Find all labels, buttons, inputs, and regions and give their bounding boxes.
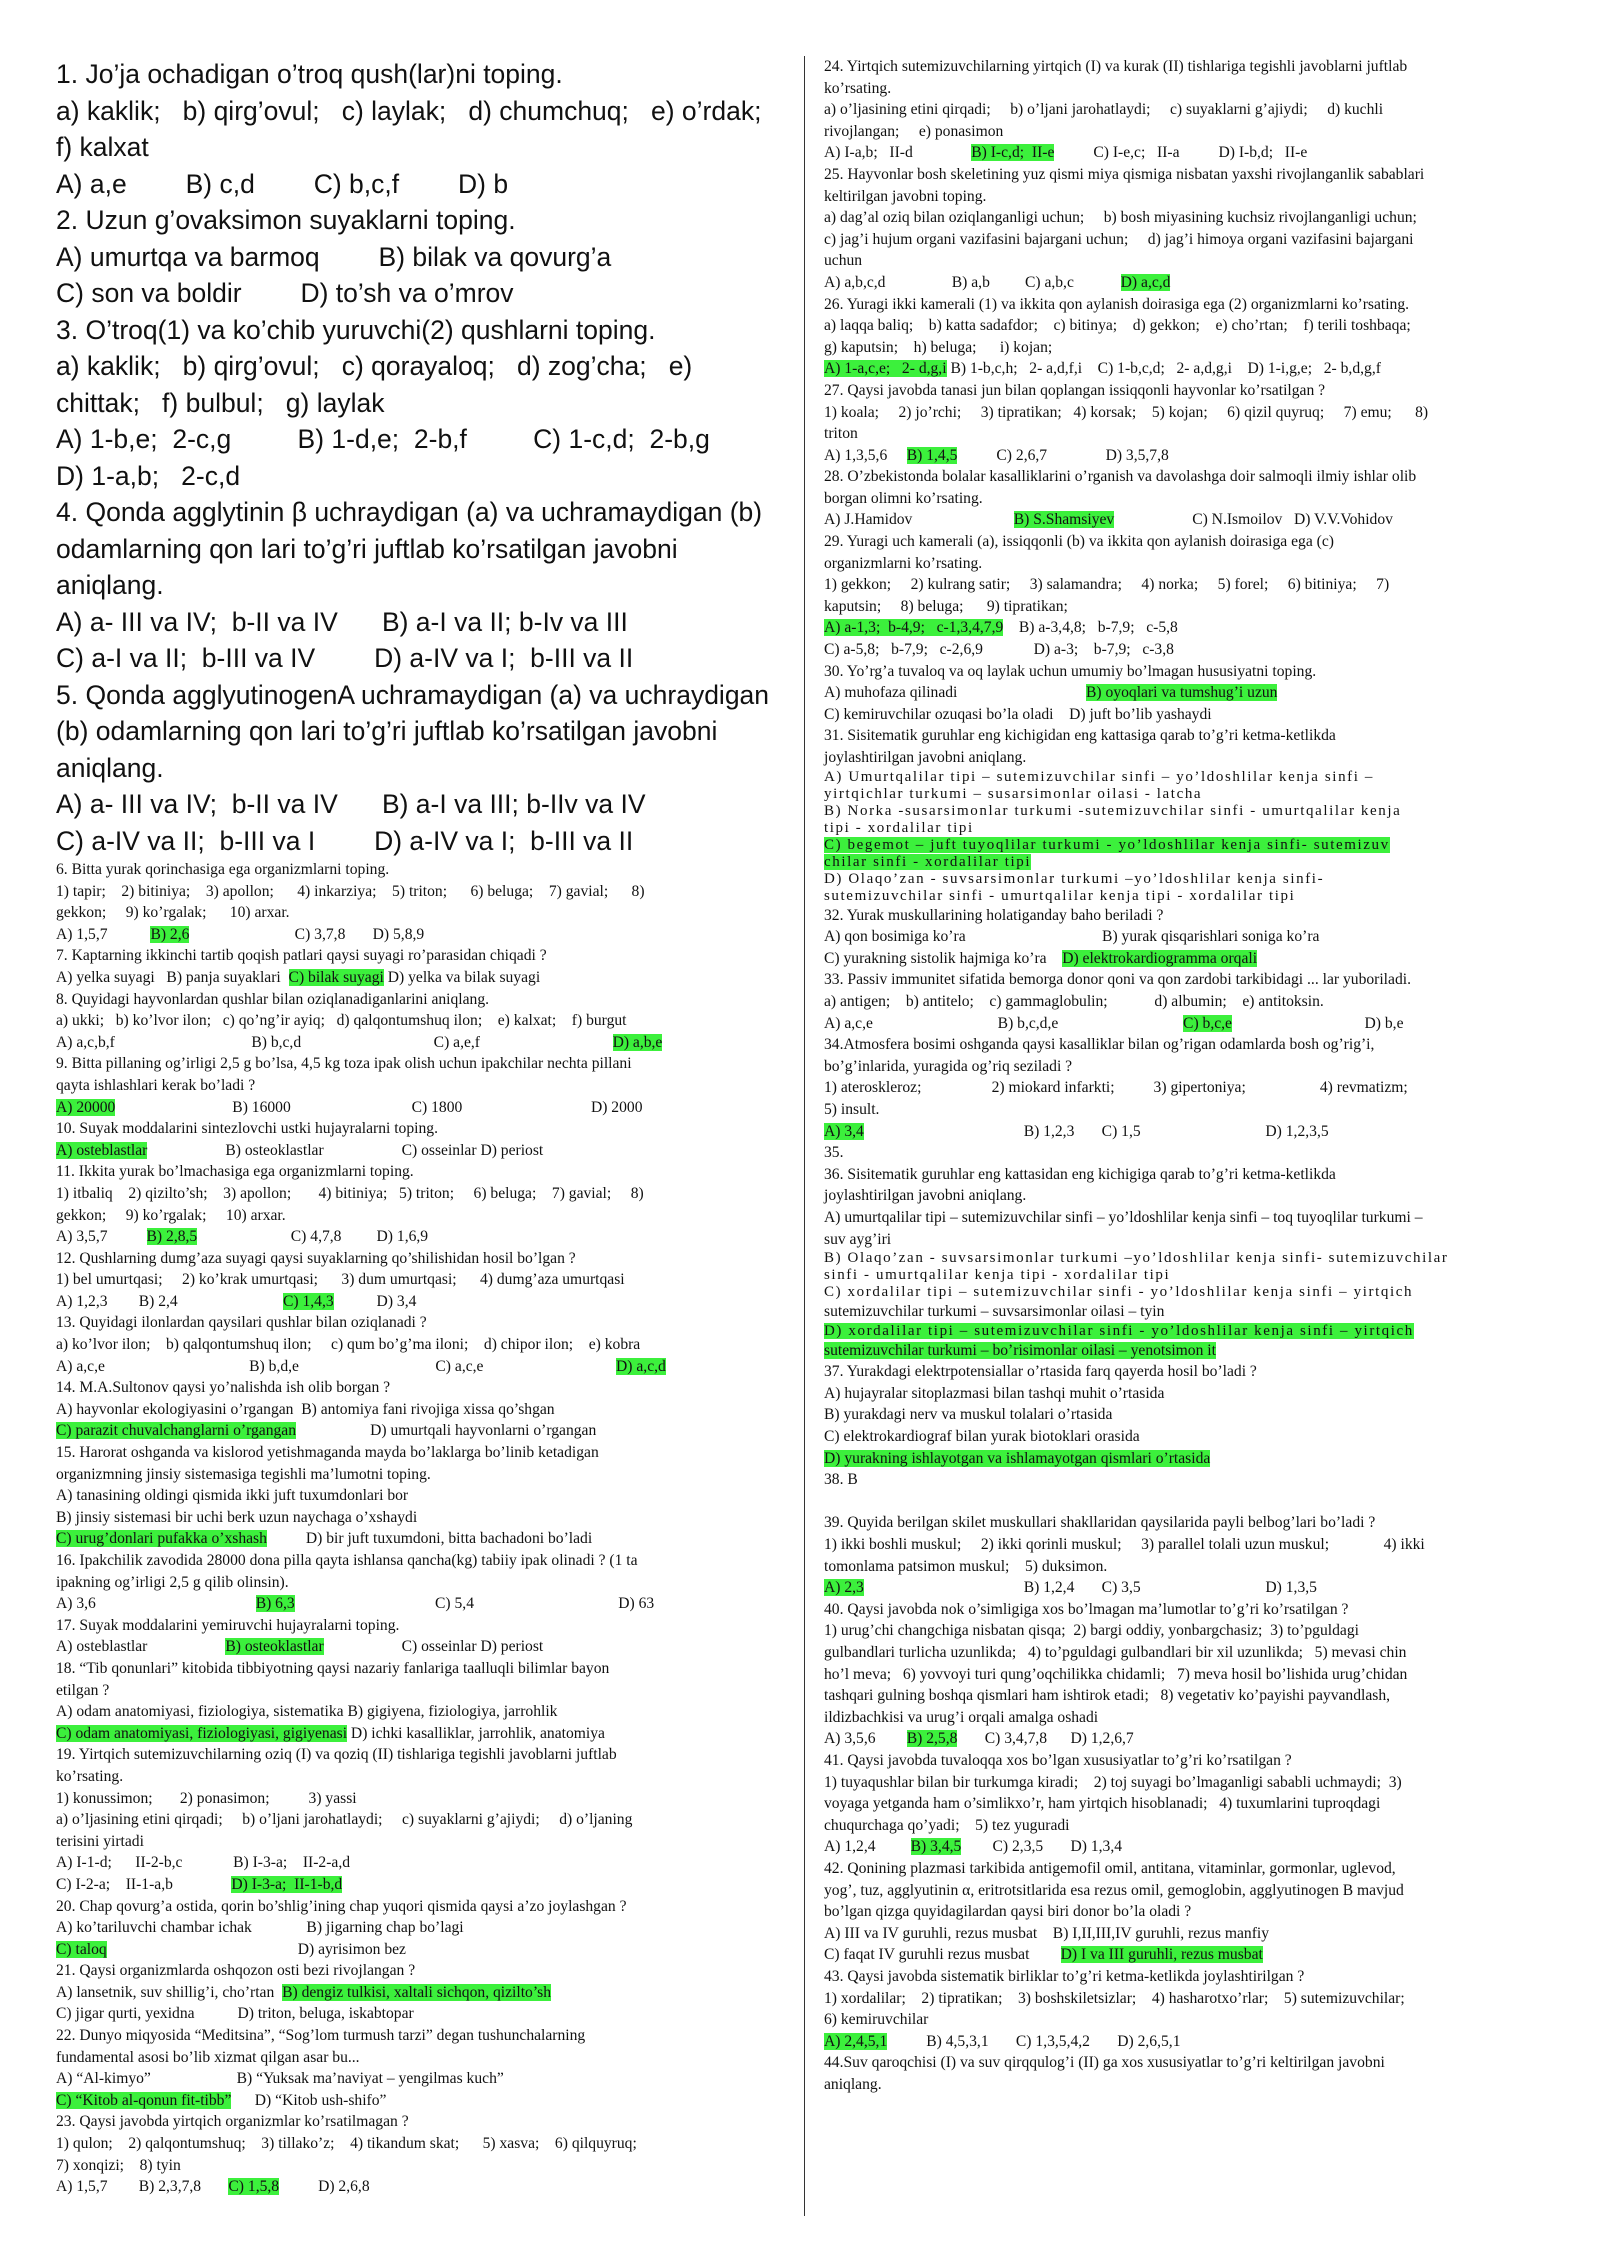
text-line: 23. Qaysi javobda yirtqich organizmlar ko’rsatilmagan ?: [56, 2113, 409, 2131]
text-line: [824, 272, 1554, 294]
text-line: kaputsin; 8) beluga; 9) tipratikan;: [824, 597, 1068, 615]
text-line: 37. Yurakdagi elektrpotensiallar o’rtasida farq qayerda hosil bo’ladi ?: [824, 1363, 1257, 1381]
text-line: borgan olimni ko’rsating.: [824, 489, 983, 507]
text-line: A) Umurtqalilar tipi – sutemizuvchilar sinfi – yo’ldoshlilar kenja sinfi –: [824, 768, 1374, 785]
text-line: 27. Qaysi javobda tanasi jun bilan qoplangan issiqqonli hayvonlar ko’rsatilgan ?: [824, 381, 1326, 399]
text-line: odamlarning qon lari to’g’ri juftlab ko’rsatilgan javobni: [56, 533, 678, 564]
text-line: tipi - xordalilar tipi: [824, 819, 974, 836]
highlighted-answer: C) parazit chuvalchanglarni o’rgangan: [56, 1422, 297, 1440]
text-line: a) o’ljasining etini qirqadi; b) o’ljani jarohatlaydi; c) suyaklarni g’ajiydi; d) o’ljaning: [56, 1811, 633, 1829]
text-segment: C) 2,3,5 D) 1,3,4: [961, 1838, 1123, 1856]
text-line: 3. O’troq(1) va ko’chib yuruvchi(2) qushlarni toping.: [56, 314, 656, 345]
text-line: [56, 1528, 786, 1550]
text-line: 6) kemiruvchilar: [824, 2011, 929, 2029]
highlighted-answer: A) 20000: [56, 1098, 116, 1116]
text-line: 10. Suyak moddalarini sintezlovchi ustki hujayralarni toping.: [56, 1120, 438, 1138]
text-line: joylashtirilgan javobni aniqlang.: [824, 749, 1027, 766]
text-line: C) xordalilar tipi – sutemizuvchilar sinfi - yo’ldoshlilar kenja sinfi – yirtqich: [824, 1284, 1414, 1301]
text-line: 1) xordalilar; 2) tipratikan; 3) boshskiletsizlar; 4) hasharotxo’rlar; 5) sutemizuvchilar;: [824, 1989, 1405, 2007]
text-line: [824, 617, 1554, 639]
text-line: A) ko’tariluvchi chambar ichak B) jigarning chap bo’lagi: [56, 1919, 464, 1937]
text-line: B) yurakdagi nerv va muskul tolalari o’rtasida: [824, 1406, 1113, 1424]
highlighted-answer: D) I-3-a; II-1-b,d: [231, 1875, 343, 1893]
text-segment: C) 4,7,8 D) 1,6,9: [197, 1228, 429, 1246]
text-line: 1) qulon; 2) qalqontumshuq; 3) tillako’z; 4) tikandum skat; 5) xasva; 6) qilquyruq;: [56, 2135, 637, 2153]
text-line: chittak; f) bulbul; g) laylak: [56, 387, 385, 418]
text-segment: A) 3,5,6: [824, 1730, 907, 1748]
text-line: A) umurtqa va barmoq B) bilak va qovurg’a: [56, 241, 612, 272]
highlighted-answer: A) 3,4: [824, 1122, 864, 1140]
text-line: A) a,e B) c,d C) b,c,f D) b: [56, 168, 509, 199]
text-line: [824, 837, 1554, 854]
text-line: 22. Dunyo miqyosida “Meditsina”, “Sog’lom turmush tarzi” degan tushunchalarning: [56, 2027, 586, 2045]
text-line: [824, 1577, 1554, 1599]
highlighted-answer: A) 1-a,c,e; 2- d,g,i: [824, 360, 947, 378]
text-line: [56, 967, 786, 989]
text-segment: A) muhofaza qilinadi: [824, 684, 1087, 702]
text-line: 32. Yurak muskullarining holatiganday baho beriladi ?: [824, 906, 1164, 924]
highlighted-answer: A) a-1,3; b-4,9; c-1,3,4,7,9: [824, 619, 1004, 637]
text-line: A) a- III va IV; b-II va IV B) a-I va II; b-Iv va III: [56, 606, 628, 637]
text-segment: A) a,b,c,d B) a,b C) a,b,c: [824, 273, 1121, 291]
text-line: tomonlama patsimon muskul; 5) duksimon.: [824, 1557, 1108, 1575]
text-segment: B) 1,2,3 C) 1,5 D) 1,2,3,5: [863, 1122, 1329, 1140]
text-line: B) Olaqo’zan - suvsarsimonlar turkumi –yo’ldoshlilar kenja sinfi- sutemizuvchilar: [824, 1250, 1449, 1267]
text-line: a) dag’al oziq bilan oziqlanganligi uchun; b) bosh miyasining kuchsiz rivojlanganligi uchun;: [824, 209, 1417, 227]
text-line: uchun: [824, 252, 863, 270]
text-line: f) kalxat: [56, 132, 149, 162]
text-line: 9. Bitta pillaning og’irligi 2,5 g bo’lsa, 4,5 kg toza ipak olish uchun ipakchilar nechta pillani: [56, 1055, 632, 1073]
text-line: 1) gekkon; 2) kulrang satir; 3) salamandra; 4) norka; 5) forel; 6) bitiniya; 7): [824, 576, 1390, 594]
highlighted-answer: A) 2,4,5,1: [824, 2032, 888, 2050]
text-line: C) elektrokardiograf bilan yurak biotoklari orasida: [824, 1428, 1140, 1446]
text-segment: D) ichki kasalliklar, jarrohlik, anatomiya: [347, 1724, 605, 1742]
text-segment: B) 4,5,3,1 C) 1,3,5,4,2 D) 2,6,5,1: [887, 2032, 1181, 2050]
text-line: [56, 1939, 786, 1961]
text-line: [824, 1491, 1554, 1513]
text-line: 25. Hayvonlar bosh skeletining yuz qismi miya qismiga nisbatan yaxshi rivojlanganlik sabablari: [824, 165, 1425, 183]
highlighted-answer: C) b,c,e: [1183, 1014, 1232, 1032]
text-segment: B) a-3,4,8; b-7,9; c-5,8: [1003, 619, 1178, 637]
text-line: [56, 2090, 786, 2112]
highlighted-answer: A) 2,3: [824, 1579, 864, 1597]
text-line: C) a-IV va II; b-III va I D) a-IV va I; b-III va II: [56, 825, 634, 856]
text-line: [824, 1121, 1554, 1143]
text-line: bo’lgan qizga quyidagilardan qaysi biri donor bo’la oladi ?: [824, 1903, 1192, 1921]
highlighted-answer: chilar sinfi - xordalilar tipi: [824, 853, 1032, 870]
highlighted-answer: sutemizuvchilar turkumi – bo’risimonlar oilasi – yenotsimon it: [824, 1341, 1216, 1359]
text-line: a) laqqa baliq; b) katta sadafdor; c) bitinya; d) gekkon; e) cho’rtan; f) terili toshbaqa;: [824, 317, 1411, 335]
text-line: C) a-I va II; b-III va IV D) a-IV va I; b-III va II: [56, 643, 634, 673]
text-segment: C) 3,4,7,8 D) 1,2,6,7: [957, 1730, 1134, 1748]
text-segment: C) 2,6,7 D) 3,5,7,8: [957, 446, 1169, 464]
text-line: A) I-1-d; II-2-b,c B) I-3-a; II-2-a,d: [56, 1854, 351, 1872]
text-line: 16. Ipakchilik zavodida 28000 dona pilla qayta ishlansa qancha(kg) tabiiy ipak olinadi ? (1 ta: [56, 1552, 638, 1569]
text-line: [56, 1982, 786, 2004]
text-line: a) antigen; b) antitelo; c) gammaglobulin; d) albumin; e) antitoksin.: [824, 992, 1324, 1010]
text-segment: D) 2,6,8: [279, 2178, 370, 2196]
text-line: a) kaklik; b) qirg’ovul; c) qorayaloq; d) zog’cha; e): [56, 351, 693, 381]
highlighted-answer: D) yurakning ishlayotgan va ishlamayotgan qismlari o’rtasida: [824, 1449, 1211, 1467]
text-line: gekkon; 9) ko’rgalak; 10) arxar.: [56, 1206, 286, 1224]
highlighted-answer: C) 1,5,8: [228, 2178, 280, 2196]
text-line: A) qon bosimiga ko’ra B) yurak qisqarishlari soniga ko’ra: [824, 928, 1320, 946]
text-line: 24. Yirtqich sutemizuvchilarning yirtqich (I) va kurak (II) tishlariga tegishli javoblarni juftlab: [824, 58, 1408, 75]
text-line: B) Norka -susarsimonlar turkumi -sutemizuvchilar sinfi - umurtqalilar kenja: [824, 802, 1402, 819]
text-line: [56, 1032, 786, 1054]
text-segment: A) a,c,b,f B) b,c,d C) a,e,f: [56, 1033, 613, 1051]
text-line: 31. Sisitematik guruhlar eng kichigidan eng kattasiga qarab to’g’ri ketma-ketlikda: [824, 727, 1336, 745]
text-line: a) kaklik; b) qirg’ovul; c) laylak; d) chumchuq; e) o’rdak;: [56, 95, 762, 126]
text-line: D) Olaqo’zan - suvsarsimonlar turkumi –yo’ldoshlilar kenja sinfi-: [824, 870, 1325, 887]
text-line: 1) tapir; 2) bitiniya; 3) apollon; 4) inkarziya; 5) triton; 6) beluga; 7) gavial; 8): [56, 882, 645, 900]
text-segment: C) I-e,c; II-a D) I-b,d; II-e: [1054, 144, 1308, 162]
text-line: 1) itbaliq 2) qizilto’sh; 3) apollon; 4) bitiniya; 5) triton; 6) beluga; 7) gavial; 8): [56, 1184, 644, 1202]
text-segment: D) b,e: [1231, 1014, 1404, 1032]
highlighted-answer: B) S.Shamsiyev: [1013, 511, 1115, 529]
highlighted-answer: C) taloq: [56, 1940, 107, 1958]
highlighted-answer: B) 6,3: [255, 1595, 295, 1613]
column-divider: [804, 56, 805, 2216]
text-line: 17. Suyak moddalarini yemiruvchi hujayralarni toping.: [56, 1616, 400, 1634]
text-line: [824, 1340, 1554, 1362]
text-segment: A) yelka suyagi B) panja suyaklari: [56, 968, 289, 986]
highlighted-answer: B) 3,4,5: [910, 1838, 962, 1856]
text-line: [56, 924, 786, 946]
text-line: aniqlang.: [56, 570, 164, 600]
text-line: 1) ikki boshli muskul; 2) ikki qorinli muskul; 3) parallel tolali uzun muskul; 4) ikki: [824, 1536, 1425, 1554]
text-line: 1. Jo’ja ochadigan o’troq qush(lar)ni toping.: [56, 59, 563, 89]
text-segment: C) faqat IV guruhli rezus musbat: [824, 1946, 1061, 1964]
text-segment: A) 1,3,5,6: [824, 446, 907, 464]
text-line: C) kemiruvchilar ozuqasi bo’la oladi D) juft bo’lib yashaydi: [824, 705, 1212, 723]
text-line: [56, 1356, 786, 1378]
text-line: A) hayvonlar ekologiyasini o’rgangan B) antomiya fani rivojiga xissa qo’shgan: [56, 1400, 555, 1418]
text-line: ko’rsating.: [56, 1767, 124, 1785]
text-line: [824, 1448, 1554, 1470]
text-segment: D) yelka va bilak suyagi: [383, 968, 541, 986]
text-line: 15. Harorat oshganda va kislorod yetishmaganda mayda bo’laklarga bo’linib ketadigan: [56, 1444, 599, 1462]
text-line: [56, 1140, 786, 1162]
text-line: [56, 1593, 786, 1615]
text-line: [824, 1836, 1554, 1858]
text-line: 34.Atmosfera bosimi oshganda qaysi kasalliklar bilan og’rigan odamlarda bosh og’rig’i,: [824, 1036, 1375, 1054]
text-line: [824, 1323, 1554, 1340]
text-line: a) ko’lvor ilon; b) qalqontumshuq ilon; c) qum bo’g’ma iloni; d) chipor ilon; e) kobra: [56, 1336, 641, 1354]
text-segment: B) 1-b,c,h; 2- a,d,f,i C) 1-b,c,d; 2- a,d,g,i D) 1-i,g,e; 2- b,d,g,f: [946, 360, 1381, 378]
text-segment: C) osseinlar D) periost: [323, 1638, 544, 1656]
text-line: 26. Yuragi ikki kamerali (1) va ikkita qon aylanish doirasiga ega (2) organizmlarni ko’rsating.: [824, 295, 1410, 313]
text-line: 1) konussimon; 2) ponasimon; 3) yassi: [56, 1789, 357, 1807]
highlighted-answer: C) begemot – juft tuyoqlilar turkumi - yo’ldoshlilar kenja sinfi- sutemizuv: [824, 836, 1390, 853]
highlighted-answer: B) 1,4,5: [906, 446, 958, 464]
text-line: [824, 854, 1554, 871]
text-segment: C) 3,7,8 D) 5,8,9: [189, 925, 425, 943]
highlighted-answer: B) 2,8,5: [146, 1228, 198, 1246]
text-line: fundamental asosi bo’lib xizmat qilgan asar bu...: [56, 2048, 360, 2066]
text-line: 8. Quyidagi hayvonlardan qushlar bilan oziqlanadiganlarini aniqlang.: [56, 990, 490, 1008]
text-segment: A) osteblastlar: [56, 1638, 226, 1656]
text-line: organizmning jinsiy sistemasiga tegishli ma’lumotni toping.: [56, 1465, 431, 1483]
text-line: aniqlang.: [824, 2075, 882, 2093]
text-segment: B) osteoklastlar C) osseinlar D) periost: [147, 1141, 544, 1159]
text-line: 6. Bitta yurak qorinchasiga ega organizmlarni toping.: [56, 861, 390, 878]
text-segment: A) a,c,e B) b,c,d,e: [824, 1014, 1184, 1032]
text-segment: A) I-a,b; II-d: [824, 144, 972, 162]
text-line: [824, 2031, 1554, 2053]
text-line: sinfi - umurtqalilar kenja tipi - xordalilar tipi: [824, 1267, 1171, 1284]
text-line: sutemizuvchilar sinfi - umurtqalilar kenja tipi - xordalilar tipi: [824, 887, 1296, 904]
highlighted-answer: B) dengiz tulkisi, xaltali sichqon, qizilto’sh: [282, 1983, 552, 2001]
text-line: rivojlangan; e) ponasimon: [824, 122, 1004, 140]
text-line: aniqlang.: [56, 752, 164, 783]
text-line: ipakning og’irligi 2,5 g qilib olinsin).: [56, 1573, 289, 1591]
text-line: [56, 1420, 786, 1442]
highlighted-answer: D) I va III guruhli, rezus musbat: [1060, 1946, 1263, 1964]
text-line: [824, 1944, 1554, 1966]
highlighted-answer: B) I-c,d; II-e: [971, 144, 1055, 162]
text-line: 1) ateroskleroz; 2) miokard infarkti; 3) gipertoniya; 4) revmatizm;: [824, 1079, 1408, 1097]
text-line: 4. Qonda agglytinin β uchraydigan (a) va uchramaydigan (b): [56, 497, 763, 527]
right-column: [824, 56, 1554, 2095]
text-line: A) 1-b,e; 2-c,g B) 1-d,e; 2-b,f C) 1-c,d; 2-b,g: [56, 424, 710, 454]
text-segment: A) 1,5,7 B) 2,3,7,8: [56, 2178, 229, 2196]
text-line: C) a-5,8; b-7,9; c-2,6,9 D) a-3; b-7,9; c-3,8: [824, 641, 1174, 659]
text-line: 33. Passiv immunitet sifatida bemorga donor qoni va qon zardobi tarkibidagi ... lar yuboriladi.: [824, 971, 1411, 989]
text-segment: D) umurtqali hayvonlarni o’rgangan: [296, 1422, 597, 1440]
highlighted-answer: A) osteblastlar: [56, 1141, 148, 1159]
highlighted-answer: D) a,c,d: [616, 1357, 666, 1375]
text-line: A) “Al-kimyo” B) “Yuksak ma’naviyat – yengilmas kuch”: [56, 2070, 504, 2088]
text-line: suv ayg’iri: [824, 1230, 892, 1248]
text-line: ildizbachkisi va urug’i orqali amalga oshadi: [824, 1708, 1099, 1726]
text-line: D) 1-a,b; 2-c,d: [56, 460, 241, 491]
highlighted-answer: D) elektrokardiogramma orqali: [1062, 949, 1258, 967]
text-line: 44.Suv qaroqchisi (I) va suv qirqqulog’i (II) ga xos xususiyatlar to’g’ri keltirilgan javobni: [824, 2054, 1385, 2072]
text-segment: D) ayrisimon bez: [106, 1940, 406, 1958]
text-segment: C) 5,4 D) 63: [294, 1595, 655, 1613]
text-segment: A) 3,6: [56, 1595, 256, 1613]
text-line: 5. Qonda agglyutinogenA uchramaydigan (a) va uchraydigan: [56, 679, 770, 710]
text-line: [56, 1636, 786, 1658]
text-segment: D) bir juft tuxumdoni, bitta bachadoni bo’ladi: [266, 1530, 593, 1548]
text-line: 28. O’zbekistonda bolalar kasalliklarini o’rganish va davolashga doir salmoqli ilmiy ishlar olib: [824, 468, 1417, 486]
text-line: A) III va IV guruhli, rezus musbat B) I,II,III,IV guruhli, rezus manfiy: [824, 1924, 1270, 1942]
text-line: organizmlarni ko’rsating.: [824, 554, 983, 572]
text-line: 11. Ikkita yurak bo’lmachasiga ega organizmlarni toping.: [56, 1163, 414, 1181]
text-line: A) a- III va IV; b-II va IV B) a-I va III; b-IIv va IV: [56, 789, 646, 819]
text-line: B) jinsiy sistemasi bir uchi berk uzun naychaga o’xshaydi: [56, 1508, 418, 1526]
text-line: [824, 948, 1554, 970]
text-line: etilgan ?: [56, 1681, 110, 1699]
highlighted-answer: D) a,c,d: [1120, 273, 1171, 291]
text-line: a) ukki; b) ko’lvor ilon; c) qo’ng’ir ayiq; d) qalqontumshuq ilon; e) kalxat; f) burgut: [56, 1012, 627, 1030]
text-segment: D) 3,4: [333, 1292, 417, 1310]
text-line: C) son va boldir D) to’sh va o’mrov: [56, 278, 514, 308]
text-segment: A) 3,5,7: [56, 1228, 147, 1246]
highlighted-answer: C) 1,4,3: [282, 1292, 334, 1310]
text-line: 18. “Tib qonunlari” kitobida tibbiyotning qaysi nazariy fanlariga taalluqli bilimlar bayon: [56, 1659, 610, 1677]
text-line: 36. Sisitematik guruhlar eng kattasidan eng kichigiga qarab to’g’ri ketma-ketlikda: [824, 1165, 1336, 1183]
text-line: 41. Qaysi javobda tuvaloqqa xos bo’lgan xususiyatlar to’g’ri ko’rsatilgan ?: [824, 1751, 1292, 1769]
text-line: 21. Qaysi organizmlarda oshqozon osti bezi rivojlangan ?: [56, 1962, 416, 1980]
text-line: (b) odamlarning qon lari to’g’ri juftlab ko’rsatilgan javobni: [56, 716, 718, 746]
text-segment: A) J.Hamidov: [824, 511, 1014, 529]
text-line: [56, 1226, 786, 1248]
text-line: gulbandlari turlicha uzunlikda; 4) to’pguldagi gulbandlari bir xil uzunlikda; 5) mevasi chin: [824, 1644, 1407, 1661]
text-line: qayta ishlashlari kerak bo’ladi ?: [56, 1076, 256, 1094]
text-segment: A) lansetnik, suv shillig’i, cho’rtan: [56, 1983, 283, 2001]
text-line: yog’, tuz, agglyutinin α, eritrotsitlarida esa rezus omil, gemoglobin, agglyutinogen B mavjud: [824, 1881, 1404, 1899]
text-line: g) kaputsin; h) beluga; i) kojan;: [824, 338, 1053, 356]
text-line: A) hujayralar sitoplazmasi bilan tashqi muhit o’rtasida: [824, 1384, 1165, 1402]
left-column: [56, 56, 786, 2198]
text-segment: C) yurakning sistolik hajmiga ko’ra: [824, 949, 1063, 967]
text-line: 7) xonqizi; 8) tyin: [56, 2156, 181, 2174]
text-line: 43. Qaysi javobda sistematik birliklar to’g’ri ketma-ketlikda joylashtirilgan ?: [824, 1967, 1305, 1985]
text-line: [56, 1097, 786, 1119]
text-line: 13. Quyidagi ilonlardan qaysilari qushlar bilan oziqlanadi ?: [56, 1314, 427, 1332]
text-line: joylashtirilgan javobni aniqlang.: [824, 1187, 1027, 1205]
highlighted-answer: D) a,b,e: [612, 1033, 663, 1051]
highlighted-answer: C) urug’donlari pufakka o’xshash: [56, 1530, 267, 1548]
text-line: 39. Quyida berilgan skilet muskullari shakllaridan qaysilarida payli belbog’lari bo’ladi ?: [824, 1514, 1376, 1532]
text-line: 5) insult.: [824, 1100, 880, 1118]
text-line: 35.: [824, 1144, 844, 1162]
text-segment: A) 1,5,7: [56, 925, 151, 943]
text-line: 40. Qaysi javobda nok o’simligiga xos bo’lmagan ma’lumotlar to’g’ri ko’rsatilgan ?: [824, 1600, 1349, 1618]
text-line: triton: [824, 425, 858, 443]
text-line: [824, 509, 1554, 531]
highlighted-answer: C) bilak suyagi: [288, 968, 384, 986]
text-line: [56, 1723, 786, 1745]
text-line: [824, 358, 1554, 380]
text-line: chuqurchaga qo’yadi; 5) tez yuguradi: [824, 1816, 1070, 1834]
text-line: tashqari gulning boshqa qismlari ham ishtirok etadi; 8) vegetativ ko’payishi payvandlash,: [824, 1687, 1391, 1705]
text-line: 1) bel umurtqasi; 2) ko’krak umurtqasi; 3) dum umurtqasi; 4) dumg’aza umurtqasi: [56, 1271, 625, 1289]
text-line: ho’l meva; 6) yovvoyi turi qung’oqchilikka chidamli; 7) meva hosil bo’lishida urug’chidan: [824, 1665, 1408, 1683]
text-line: [56, 1291, 786, 1313]
highlighted-answer: B) osteoklastlar: [225, 1638, 324, 1656]
text-line: A) odam anatomiyasi, fiziologiya, sistematika B) gigiyena, fiziologiya, jarrohlik: [56, 1703, 558, 1721]
text-line: [824, 142, 1554, 164]
highlighted-answer: D) xordalilar tipi – sutemizuvchilar sinfi - yo’ldoshlilar kenja sinfi – yirtqich: [824, 1322, 1414, 1339]
text-segment: C) I-2-a; II-1-a,b: [56, 1875, 232, 1893]
highlighted-answer: B) oyoqlari va tumshug’i uzun: [1086, 684, 1278, 702]
text-segment: C) N.Ismoilov D) V.V.Vohidov: [1114, 511, 1393, 529]
text-line: 19. Yirtqich sutemizuvchilarning oziq (I) va qoziq (II) tishlariga tegishli javoblarni juftlab: [56, 1746, 617, 1764]
text-segment: B) 16000 C) 1800 D) 2000: [115, 1098, 643, 1116]
text-line: 42. Qonining plazmasi tarkibida antigemofil omil, antitana, vitaminlar, gormonlar, uglevod,: [824, 1859, 1396, 1877]
text-line: ko’rsating.: [824, 79, 892, 97]
text-line: c) jag’i hujum organi vazifasini bajargani uchun; d) jag’i himoya organi vazifasini bajargani: [824, 230, 1414, 248]
text-line: bo’g’inlarida, yuragida og’riq seziladi ?: [824, 1057, 1073, 1075]
text-line: sutemizuvchilar turkumi – suvsarsimonlar oilasi – tyin: [824, 1303, 1165, 1321]
text-line: [824, 682, 1554, 704]
text-line: 1) tuyaqushlar bilan bir turkumga kiradi; 2) toj suyagi bo’lmaganligi sababli uchmaydi; 3): [824, 1773, 1402, 1791]
text-line: 7. Kaptarning ikkinchi tartib qoqish patlari qaysi suyagi ro’parasidan chiqadi ?: [56, 947, 547, 965]
text-line: C) jigar qurti, yexidna D) triton, beluga, iskabtopar: [56, 2005, 414, 2023]
text-segment: D) “Kitob ush-shifo”: [231, 2091, 387, 2109]
highlighted-answer: C) odam anatomiyasi, fiziologiyasi, gigiyenasi: [56, 1724, 348, 1742]
text-line: 2. Uzun g’ovaksimon suyaklarni toping.: [56, 205, 516, 235]
text-line: [56, 2176, 786, 2198]
text-line: 12. Qushlarning dumg’aza suyagi qaysi suyaklarning qo’shilishidan hosil bo’lgan ?: [56, 1249, 576, 1267]
text-segment: B) 1,2,4 C) 3,5 D) 1,3,5: [863, 1579, 1317, 1597]
text-line: 20. Chap qovurg’a ostida, qorin bo’shlig’ining chap yuqori qismida qaysi a’zo joylashgan ?: [56, 1897, 627, 1915]
text-line: 30. Yo’rg’a tuvaloq va oq laylak uchun umumiy bo’lmagan hususiyatni toping.: [824, 662, 1317, 680]
text-line: [824, 1013, 1554, 1035]
text-line: 1) koala; 2) jo’rchi; 3) tipratikan; 4) korsak; 5) kojan; 6) qizil quyruq; 7) emu; 8): [824, 403, 1429, 421]
text-line: 14. M.A.Sultonov qaysi yo’nalishda ish olib borgan ?: [56, 1379, 391, 1397]
text-line: A) tanasining oldingi qismida ikki juft tuxumdonlari bor: [56, 1487, 409, 1505]
highlighted-answer: B) 2,5,8: [906, 1730, 958, 1748]
text-line: [56, 1874, 786, 1896]
highlighted-answer: C) “Kitob al-qonun fit-tibb”: [56, 2091, 232, 2109]
text-segment: A) 1,2,3 B) 2,4: [56, 1292, 283, 1310]
text-segment: A) 1,2,4: [824, 1838, 911, 1856]
text-line: 1) urug’chi changchiga nisbatan qisqa; 2) bargi oddiy, yonbargchasiz; 3) to’pguldagi: [824, 1622, 1359, 1640]
text-line: keltirilgan javobni toping.: [824, 187, 987, 205]
text-line: [824, 445, 1554, 467]
text-line: gekkon; 9) ko’rgalak; 10) arxar.: [56, 904, 290, 922]
text-segment: A) a,c,e B) b,d,e C) a,c,e: [56, 1357, 617, 1375]
text-line: terisini yirtadi: [56, 1832, 144, 1850]
text-line: [824, 1728, 1554, 1750]
text-line: 38. B: [824, 1471, 858, 1489]
highlighted-answer: B) 2,6: [150, 925, 190, 943]
text-line: 29. Yuragi uch kamerali (a), issiqqonli (b) va ikkita qon aylanish doirasiga ega (c): [824, 533, 1334, 551]
text-line: a) o’ljasining etini qirqadi; b) o’ljani jarohatlaydi; c) suyaklarni g’ajiydi; d) kuchli: [824, 101, 1384, 119]
text-line: voyaga yetganda ham o’simlikxo’r, ham yirtqich hisoblanadi; 4) tuxumlarini tuproqdagi: [824, 1795, 1381, 1813]
text-line: yirtqichlar turkumi – susarsimonlar oilasi - latcha: [824, 785, 1203, 802]
text-line: A) umurtqalilar tipi – sutemizuvchilar sinfi – yo’ldoshlilar kenja sinfi – toq tuyoqlilar turkumi –: [824, 1208, 1423, 1226]
